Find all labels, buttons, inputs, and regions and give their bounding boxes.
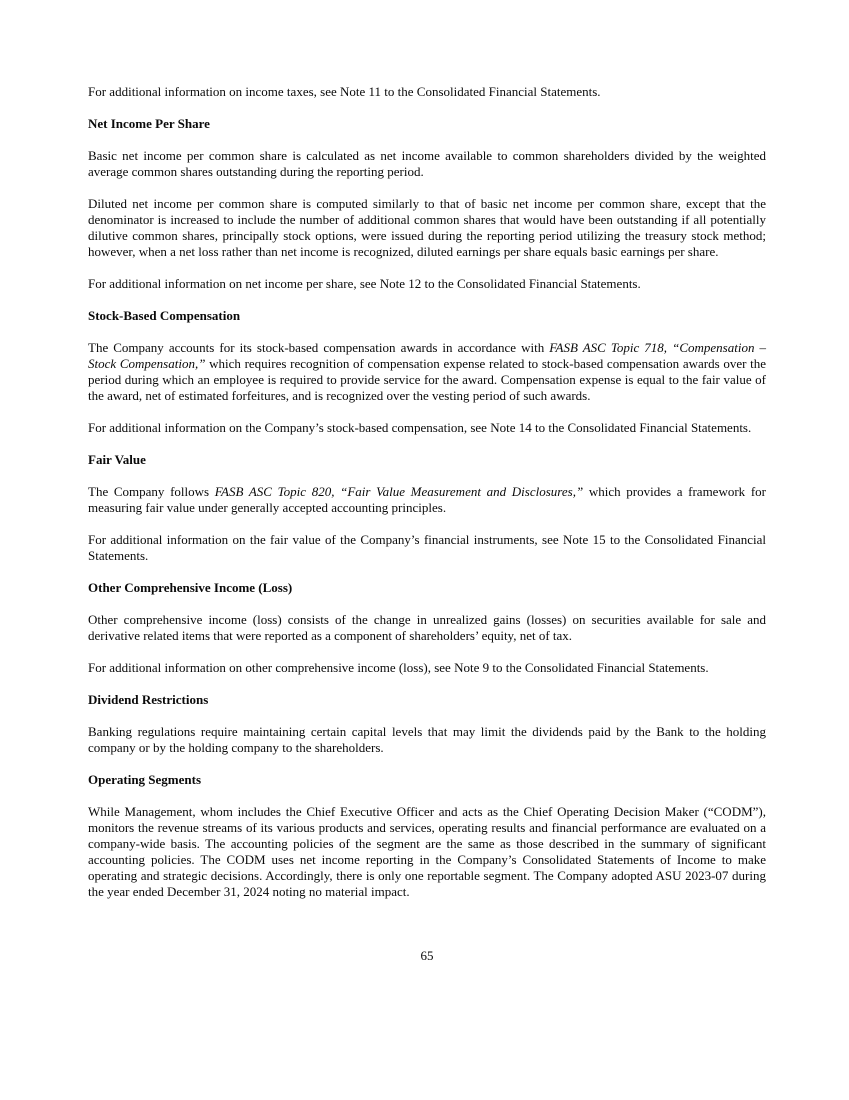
page-content (88, 84, 766, 964)
page-number: 65 (420, 948, 434, 963)
section-heading-stock-based-compensation: Stock-Based Compensation (88, 308, 241, 323)
section-heading-dividend-restrictions: Dividend Restrictions (88, 692, 209, 707)
text-segment: The Company follows (88, 484, 215, 499)
text-segment: The Company accounts for its stock-based compensation awards in accordance with (88, 340, 550, 355)
paragraph-diluted-net-income: Diluted net income per common share is computed similarly to that of basic net income per common share, except that the denominator is increased to include the number of additional common shares that would have been outstanding if all potentially dilutive common shares, principally stock options, were issued during the reporting period utilizing the treasury stock method; however, when a net loss rather than net income is recognized, diluted earnings per share equals basic earnings per share. (88, 196, 766, 259)
paragraph-income-taxes-note: For additional information on income taxes, see Note 11 to the Consolidated Financial Statements. (88, 84, 601, 99)
paragraph-fair-value-note: For additional information on the fair value of the Company’s financial instruments, see Note 15 to the Consolidated Financial Statements. (88, 532, 766, 563)
paragraph-other-comprehensive-income-note: For additional information on other comprehensive income (loss), see Note 9 to the Consolidated Financial Statements. (88, 660, 709, 675)
fasb-topic-718-citation: FASB ASC Topic 718, “Compensation – Stock Compensation,” (88, 340, 766, 371)
paragraph-basic-net-income: Basic net income per common share is calculated as net income available to common shareholders divided by the weighted average common shares outstanding during the reporting period. (88, 148, 766, 179)
section-heading-other-comprehensive-income: Other Comprehensive Income (Loss) (88, 580, 293, 595)
paragraph-operating-segments: While Management, whom includes the Chief Executive Officer and acts as the Chief Operating Decision Maker (“CODM”), monitors the revenue streams of its various products and services, operating results and financial performance are evaluated on a company-wide basis. The accounting policies of the segment are the same as those described in the summary of significant accounting policies. The CODM uses net income reporting in the Company’s Consolidated Statements of Income to make operating and strategic decisions. Accordingly, there is only one reportable segment. The Company adopted ASU 2023-07 during the year ended December 31, 2024 noting no material impact. (88, 804, 766, 899)
text-segment: which requires recognition of compensation expense related to stock-based compensation awards over the period during which an employee is required to provide service for the award. Compensation expense is equal to the fair value of the award, net of estimated forfeitures, and is recognized over the vesting period of such awards. (88, 356, 766, 403)
paragraph-stock-based-compensation-note: For additional information on the Company’s stock-based compensation, see Note 14 to the Consolidated Financial Statements. (88, 420, 752, 435)
fasb-topic-820-citation: FASB ASC Topic 820, “Fair Value Measurement and Disclosures,” (214, 484, 584, 499)
paragraph-other-comprehensive-income: Other comprehensive income (loss) consists of the change in unrealized gains (losses) on securities available for sale and derivative related items that were reported as a component of shareholders’ equity, net of tax. (88, 612, 766, 643)
paragraph-dividend-restrictions: Banking regulations require maintaining certain capital levels that may limit the dividends paid by the Bank to the holding company or by the holding company to the shareholders. (88, 724, 766, 755)
text-segment: which provides a framework for measuring fair value under generally accepted accounting principles. (88, 484, 766, 515)
section-heading-net-income-per-share: Net Income Per Share (88, 116, 210, 131)
paragraph-fair-value-policy (88, 484, 766, 516)
section-heading-fair-value: Fair Value (88, 452, 146, 467)
paragraph-net-income-per-share-note: For additional information on net income per share, see Note 12 to the Consolidated Financial Statements. (88, 276, 641, 291)
section-heading-operating-segments: Operating Segments (88, 772, 202, 787)
paragraph-stock-based-compensation-policy (88, 340, 766, 404)
